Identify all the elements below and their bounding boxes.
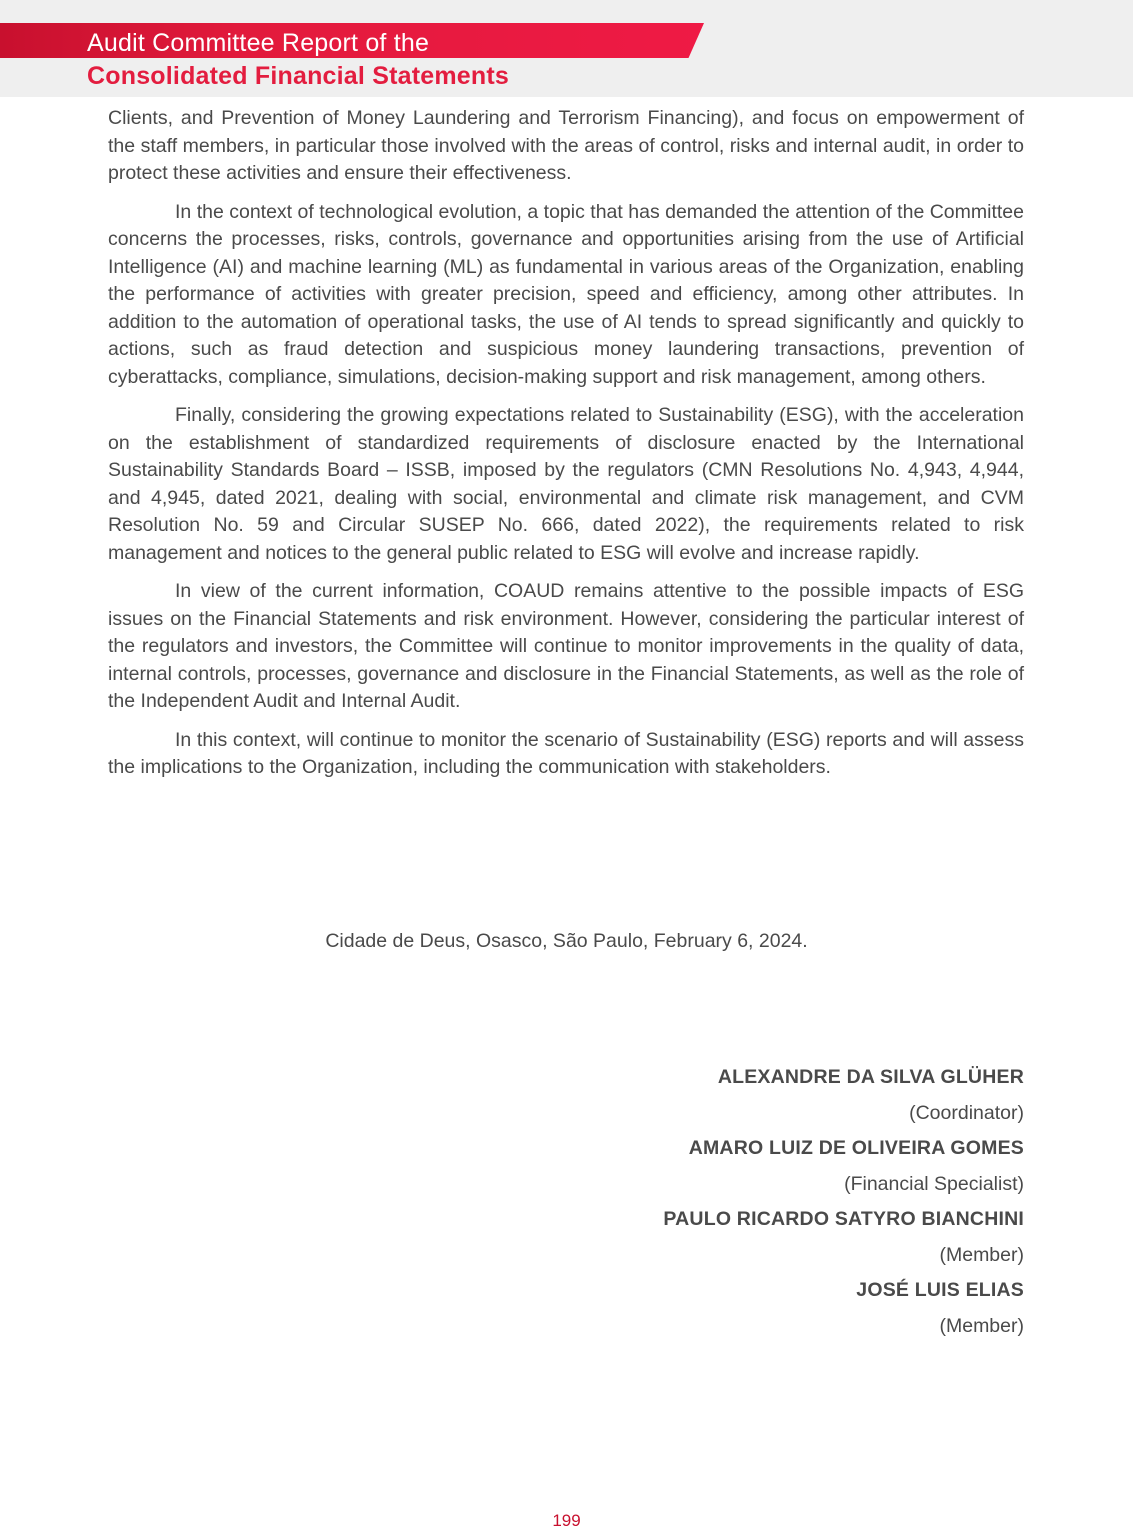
paragraph-esg-expectations: Finally, considering the growing expectations related to Sustainability (ESG), with the acceleration on the establishment of standardized requirements of disclosure enacted by the International Sustainability Standards Board – ISSB, imposed by the regulators (CMN Resolutions No. 4,943, 4,944, and 4,945, dated 2021, dealing with social, environmental and climate risk management, and CVM Resolution No. 59 and Circular SUSEP No. 666, dated 2022), the requirements related to risk management and notices to the general public related to ESG will evolve and increase rapidly. bbox=[108, 404, 1024, 564]
signatory-name: ALEXANDRE DA SILVA GLÜHER bbox=[717, 1066, 1024, 1088]
report-body bbox=[108, 105, 1024, 793]
signatory-role: (Member) bbox=[939, 1314, 1024, 1337]
signatory-role: (Coordinator) bbox=[909, 1101, 1024, 1124]
page-header bbox=[0, 0, 1133, 97]
signature-block bbox=[324, 1064, 1024, 1348]
header-title-line-1: Audit Committee Report of the bbox=[87, 29, 430, 57]
paragraph-ai: In the context of technological evolution, a topic that has demanded the attention of the Committee concerns the processes, risks, controls, governance and opportunities arising from the use of Artificial Intelligence (AI) and machine learning (ML) as fundamental in various areas of the Organization, enabling the performance of activities with greater precision, speed and efficiency, among other attributes. In addition to the automation of operational tasks, the use of AI tends to spread significantly and quickly to actions, such as fraud detection and suspicious money laundering transactions, prevention of cyberattacks, compliance, simulations, decision-making support and risk management, among others. bbox=[108, 200, 1024, 388]
page-number: 199 bbox=[552, 1511, 581, 1530]
paragraph-continued: Clients, and Prevention of Money Laundering and Terrorism Financing), and focus on empowerment of the staff members, in particular those involved with the areas of control, risks and internal audit, in order to protect these activities and ensure their effectiveness. bbox=[108, 107, 1024, 184]
signatory-name: JOSÉ LUIS ELIAS bbox=[856, 1279, 1024, 1301]
signatory-name: AMARO LUIZ DE OLIVEIRA GOMES bbox=[688, 1137, 1024, 1159]
paragraph-coaud-attentive: In view of the current information, COAUD remains attentive to the possible impacts of ESG issues on the Financial Statements and risk environment. However, considering the particular interest of the regulators and investors, the Committee will continue to monitor improvements in the quality of data, internal controls, processes, governance and disclosure in the Financial Statements, as well as the role of the Independent Audit and Internal Audit. bbox=[108, 580, 1024, 712]
signatory-role: (Financial Specialist) bbox=[844, 1172, 1024, 1195]
signatory-name: PAULO RICARDO SATYRO BIANCHINI bbox=[663, 1208, 1024, 1230]
paragraph-esg-monitoring: In this context, will continue to monitor the scenario of Sustainability (ESG) reports and will assess the implications to the Organization, including the communication with stakeholders. bbox=[108, 728, 1024, 778]
signatory-role: (Member) bbox=[939, 1243, 1024, 1266]
place-and-date: Cidade de Deus, Osasco, São Paulo, February 6, 2024. bbox=[325, 930, 808, 952]
header-title-line-2: Consolidated Financial Statements bbox=[87, 62, 509, 90]
